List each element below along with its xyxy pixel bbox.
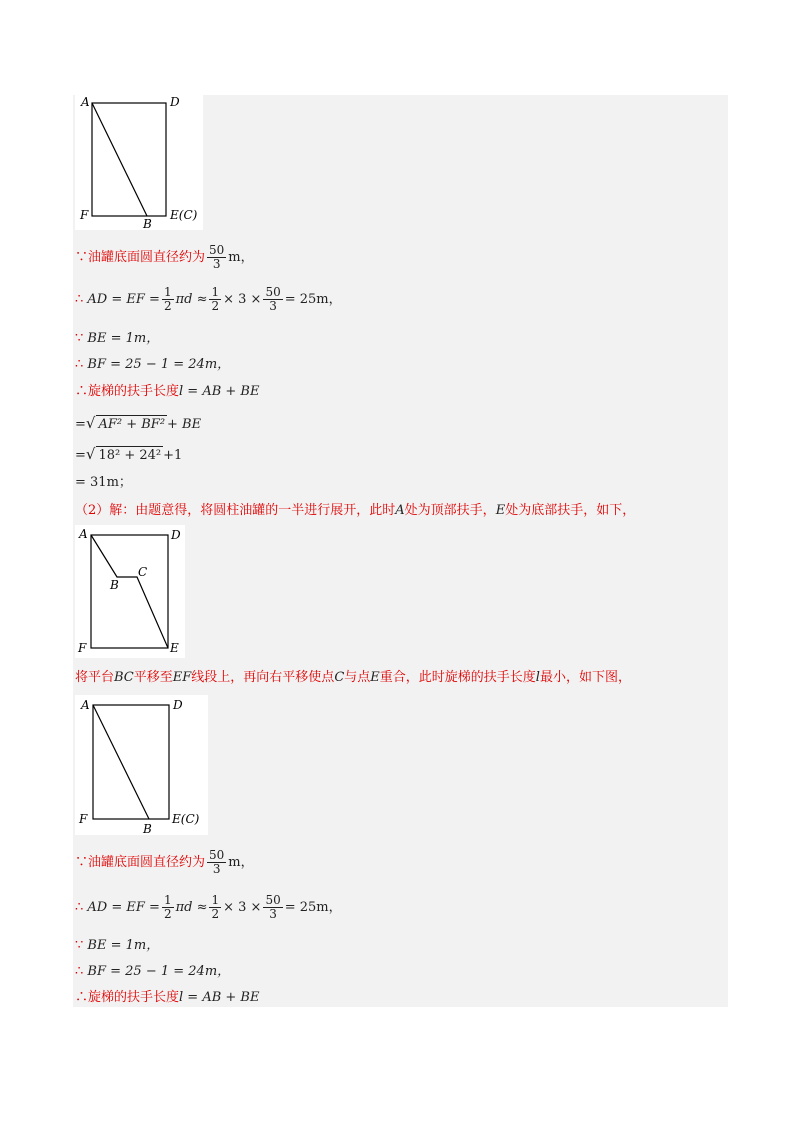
text: 重合，此时旋梯的扶手长度: [379, 670, 536, 685]
text: 最小，如下图，: [539, 670, 631, 685]
math: =: [75, 448, 86, 463]
fraction: [263, 286, 282, 313]
math: = 25m，: [284, 292, 342, 307]
math: AD = EF =: [87, 292, 160, 307]
math: × 3 ×: [223, 292, 262, 307]
solution2-line-3: [75, 937, 159, 955]
solution-line-6: [75, 414, 201, 434]
text: 与点: [344, 670, 371, 685]
fraction: [209, 286, 221, 313]
radical-sign: √: [85, 445, 96, 463]
solution-line-3: [75, 330, 159, 348]
math: πd ≈: [175, 900, 208, 915]
numerator: 1: [211, 285, 220, 299]
figure-unrolled-3: [75, 695, 208, 835]
solution-line-4: [75, 356, 230, 374]
math: = 31m；: [75, 475, 132, 490]
solution2-line-4: [75, 963, 230, 981]
figure-3-svg: [75, 695, 208, 835]
radicand: AF² + BF²: [98, 417, 166, 432]
move-platform-line: [75, 669, 631, 687]
label-d: D: [171, 528, 181, 542]
math: +1: [163, 448, 183, 463]
label-e-c: E(C): [172, 812, 200, 826]
variable: C: [334, 670, 345, 685]
numerator: 1: [163, 893, 172, 907]
solution-line-7: [75, 445, 182, 465]
because-symbol: ∵: [75, 938, 84, 953]
fraction: [162, 894, 174, 921]
text: 将平台: [75, 670, 115, 685]
solution2-line-2: [75, 894, 342, 921]
label-e: E: [170, 641, 179, 655]
therefore-symbol: ∴: [75, 964, 84, 979]
denominator: 3: [269, 299, 277, 313]
denominator: 3: [269, 907, 277, 921]
figure-2-svg: [75, 525, 185, 658]
text: 处为底部扶手，如下，: [505, 503, 636, 518]
segment-ab: [92, 103, 147, 216]
text: 线段上，再向右平移使点: [191, 670, 335, 685]
variable: E: [370, 670, 380, 685]
label-d: D: [173, 698, 183, 712]
fraction: [207, 244, 226, 271]
label-b: B: [143, 822, 152, 835]
solution-line-5: [75, 383, 259, 401]
label-a: A: [81, 95, 90, 109]
math: =: [75, 417, 86, 432]
rectangle-adef: [91, 535, 168, 648]
math: × 3 ×: [223, 900, 262, 915]
fraction: [162, 286, 174, 313]
denominator: 2: [211, 907, 220, 921]
solution-line-8: [75, 474, 132, 492]
label-d: D: [170, 95, 180, 109]
label-b: B: [110, 578, 119, 592]
because-symbol: ∵: [75, 331, 84, 346]
label-a: A: [81, 698, 90, 712]
variable: EF: [172, 670, 192, 685]
variable: E: [495, 503, 506, 518]
math: + BE: [167, 417, 202, 432]
math: BE = 1m，: [87, 331, 160, 346]
solution-line-1: [75, 244, 254, 271]
text: 平移至: [133, 670, 173, 685]
text: （2）解：由题意得，将圆柱油罐的一半进行展开，此时: [75, 503, 396, 518]
rectangle-adef: [93, 705, 169, 819]
therefore-symbol: ∴: [75, 357, 84, 372]
math: πd ≈: [175, 292, 208, 307]
numerator: 50: [209, 243, 225, 257]
math: BE = 1m，: [87, 938, 160, 953]
label-a: A: [79, 527, 88, 541]
math: BF = 25 − 1 = 24m，: [87, 964, 231, 979]
text: ∴旋梯的扶手长度: [75, 384, 180, 399]
solution2-line-1: [75, 849, 254, 876]
label-f: F: [79, 812, 88, 826]
radicand: 18² + 24²: [98, 448, 162, 463]
numerator: 1: [163, 285, 172, 299]
fraction: [209, 894, 221, 921]
numerator: 50: [265, 285, 281, 299]
fraction: [263, 894, 282, 921]
denominator: 2: [211, 299, 220, 313]
numerator: 50: [265, 893, 281, 907]
denominator: 2: [163, 299, 172, 313]
numerator: 1: [211, 893, 220, 907]
denominator: 3: [212, 862, 221, 876]
text: ∴旋梯的扶手长度: [75, 990, 180, 1005]
text: ∵油罐底面圆直径约为: [75, 855, 206, 870]
denominator: 2: [163, 907, 172, 921]
path-abce: [91, 535, 168, 648]
numerator: 50: [209, 848, 225, 862]
denominator: 3: [212, 257, 221, 271]
variable: A: [395, 503, 405, 518]
rectangle-adef: [92, 103, 166, 216]
solution-line-2: [75, 286, 342, 313]
segment-ab: [93, 705, 149, 819]
label-f: F: [80, 208, 89, 222]
math: l = AB + BE: [179, 384, 260, 399]
math: AD = EF =: [87, 900, 160, 915]
math: BF = 25 − 1 = 24m，: [87, 357, 231, 372]
part2-heading: [75, 502, 635, 520]
label-c: C: [138, 565, 148, 579]
solution2-line-5: [75, 989, 259, 1007]
figure-1-svg: [75, 95, 203, 230]
math: l = AB + BE: [179, 990, 260, 1005]
math: = 25m，: [284, 900, 342, 915]
label-e-c: E(C): [170, 208, 198, 222]
label-b: B: [143, 217, 152, 230]
variable: l: [535, 670, 540, 685]
figure-unrolled-1: [75, 95, 203, 230]
variable: BC: [114, 670, 134, 685]
therefore-symbol: ∴: [75, 292, 84, 307]
text: m，: [228, 855, 254, 870]
label-f: F: [78, 641, 87, 655]
text: 处为顶部扶手，: [404, 503, 496, 518]
text: ∵油罐底面圆直径约为: [75, 250, 206, 265]
fraction: [207, 849, 226, 876]
figure-unrolled-2: [75, 525, 185, 658]
text: m，: [228, 250, 254, 265]
radical-sign: √: [85, 414, 96, 432]
therefore-symbol: ∴: [75, 900, 84, 915]
